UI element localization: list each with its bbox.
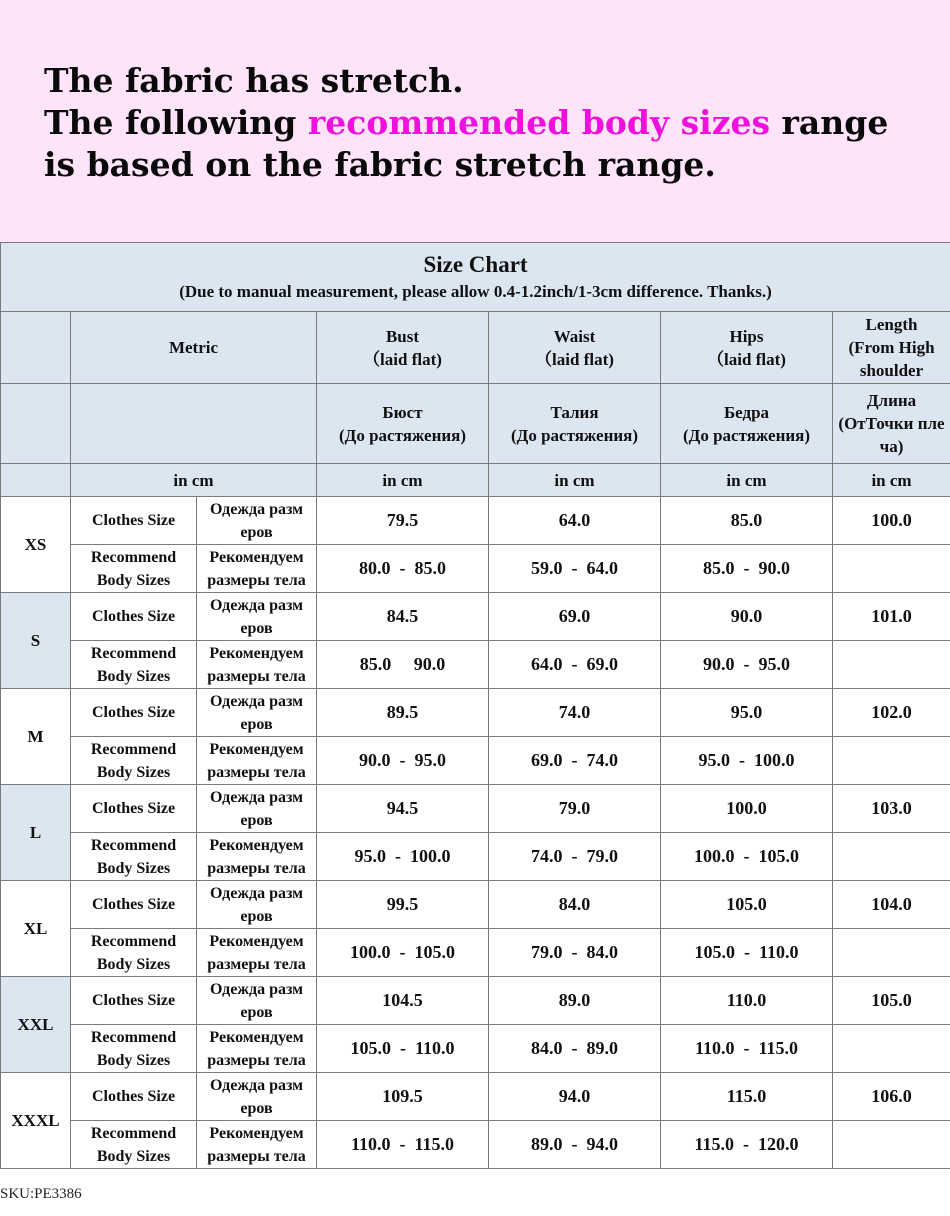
recommend-ru-line-2: размеры тела <box>207 859 306 877</box>
cell-recommend-length <box>833 929 950 977</box>
table-row <box>1 929 950 977</box>
clothes-size-ru-label <box>197 593 317 641</box>
header-bust-label: Bust <box>385 326 420 346</box>
header-ru-hips <box>661 384 833 464</box>
cell-bust: 99.5 <box>317 881 489 929</box>
recommend-label <box>71 833 197 881</box>
header-length-l2: (From High <box>848 338 935 357</box>
cell-hips: 90.0 <box>661 593 833 641</box>
cell-recommend-length <box>833 545 950 593</box>
header-ru-length-l1: Длина <box>866 391 917 410</box>
clothes-size-ru-line-2: еров <box>240 523 273 541</box>
table-row <box>1 737 950 785</box>
header-waist-sub: （laid flat) <box>535 349 614 369</box>
recommend-line-2: Body Sizes <box>96 667 171 685</box>
header-length-l1: Length <box>865 315 918 334</box>
clothes-size-ru-line-1: Одежда разм <box>209 1076 304 1094</box>
table-row <box>1 977 950 1025</box>
cell-recommend-bust: 90.0 - 95.0 <box>317 737 489 785</box>
cell-recommend-waist: 69.0 - 74.0 <box>489 737 661 785</box>
cell-recommend-hips: 95.0 - 100.0 <box>661 737 833 785</box>
cell-recommend-length <box>833 641 950 689</box>
cell-recommend-hips: 115.0 - 120.0 <box>661 1121 833 1169</box>
cell-bust: 94.5 <box>317 785 489 833</box>
recommend-label <box>71 737 197 785</box>
recommend-ru-line-2: размеры тела <box>207 571 306 589</box>
unit-metric: in cm <box>71 464 317 497</box>
cell-waist: 89.0 <box>489 977 661 1025</box>
size-chart-table <box>0 242 950 1169</box>
clothes-size-ru-line-1: Одежда разм <box>209 596 304 614</box>
recommend-ru-label <box>197 1121 317 1169</box>
header-ru-blank-1 <box>1 384 71 464</box>
table-row <box>1 833 950 881</box>
cell-recommend-length <box>833 737 950 785</box>
table-row <box>1 1121 950 1169</box>
size-label: L <box>1 785 71 881</box>
cell-recommend-hips: 90.0 - 95.0 <box>661 641 833 689</box>
table-row <box>1 497 950 545</box>
cell-recommend-waist: 64.0 - 69.0 <box>489 641 661 689</box>
cell-recommend-bust: 100.0 - 105.0 <box>317 929 489 977</box>
header-hips <box>661 312 833 384</box>
cell-length: 100.0 <box>833 497 950 545</box>
clothes-size-label: Clothes Size <box>71 1073 197 1121</box>
cell-waist: 79.0 <box>489 785 661 833</box>
chart-subtitle: (Due to manual measurement, please allow 0.4-1.2inch/1-3cm difference. Thanks.) <box>179 282 772 301</box>
clothes-size-ru-label <box>197 785 317 833</box>
clothes-size-label: Clothes Size <box>71 593 197 641</box>
header-metric: Metric <box>71 312 317 384</box>
cell-bust: 84.5 <box>317 593 489 641</box>
cell-waist: 64.0 <box>489 497 661 545</box>
unit-waist: in cm <box>489 464 661 497</box>
recommend-line-2: Body Sizes <box>96 571 171 589</box>
cell-recommend-waist: 89.0 - 94.0 <box>489 1121 661 1169</box>
cell-length: 101.0 <box>833 593 950 641</box>
banner-line-1: The fabric has stretch. <box>44 61 464 100</box>
clothes-size-label: Clothes Size <box>71 689 197 737</box>
clothes-size-label: Clothes Size <box>71 881 197 929</box>
recommend-ru-line-2: размеры тела <box>207 1147 306 1165</box>
banner-line-2-post: range <box>770 103 889 142</box>
recommend-ru-label <box>197 1025 317 1073</box>
cell-bust: 109.5 <box>317 1073 489 1121</box>
cell-waist: 94.0 <box>489 1073 661 1121</box>
cell-bust: 89.5 <box>317 689 489 737</box>
header-waist <box>489 312 661 384</box>
table-row <box>1 1025 950 1073</box>
unit-blank <box>1 464 71 497</box>
table-row <box>1 545 950 593</box>
recommend-line-1: Recommend <box>90 740 177 758</box>
recommend-ru-label <box>197 641 317 689</box>
header-hips-sub: （laid flat) <box>707 349 786 369</box>
cell-recommend-waist: 74.0 - 79.0 <box>489 833 661 881</box>
cell-hips: 110.0 <box>661 977 833 1025</box>
clothes-size-label: Clothes Size <box>71 497 197 545</box>
size-label: XS <box>1 497 71 593</box>
size-label: XL <box>1 881 71 977</box>
header-length <box>833 312 950 384</box>
size-label: M <box>1 689 71 785</box>
recommend-ru-label <box>197 545 317 593</box>
clothes-size-ru-label <box>197 1073 317 1121</box>
recommend-ru-line-2: размеры тела <box>207 667 306 685</box>
recommend-line-1: Recommend <box>90 932 177 950</box>
recommend-line-1: Recommend <box>90 644 177 662</box>
clothes-size-ru-line-1: Одежда разм <box>209 884 304 902</box>
cell-length: 102.0 <box>833 689 950 737</box>
table-row <box>1 689 950 737</box>
clothes-size-ru-line-2: еров <box>240 811 273 829</box>
clothes-size-ru-line-2: еров <box>240 715 273 733</box>
cell-recommend-bust: 80.0 - 85.0 <box>317 545 489 593</box>
cell-recommend-hips: 105.0 - 110.0 <box>661 929 833 977</box>
recommend-line-2: Body Sizes <box>96 1147 171 1165</box>
recommend-ru-line-1: Рекомендуем <box>209 548 304 566</box>
recommend-line-1: Recommend <box>90 1124 177 1142</box>
recommend-ru-line-2: размеры тела <box>207 955 306 973</box>
cell-bust: 104.5 <box>317 977 489 1025</box>
header-ru-hips-label: Бедра <box>723 402 770 422</box>
recommend-line-2: Body Sizes <box>96 859 171 877</box>
cell-length: 106.0 <box>833 1073 950 1121</box>
size-label: S <box>1 593 71 689</box>
clothes-size-ru-line-2: еров <box>240 907 273 925</box>
header-ru-bust <box>317 384 489 464</box>
recommend-ru-label <box>197 929 317 977</box>
cell-recommend-bust: 85.0 90.0 <box>317 641 489 689</box>
table-row <box>1 641 950 689</box>
header-ru-bust-label: Бюст <box>382 402 423 422</box>
header-ru-length <box>833 384 950 464</box>
cell-recommend-waist: 84.0 - 89.0 <box>489 1025 661 1073</box>
recommend-ru-line-2: размеры тела <box>207 763 306 781</box>
unit-bust: in cm <box>317 464 489 497</box>
cell-hips: 95.0 <box>661 689 833 737</box>
header-ru-length-l3: ча) <box>879 437 904 456</box>
recommend-ru-line-1: Рекомендуем <box>209 1124 304 1142</box>
recommend-line-2: Body Sizes <box>96 1051 171 1069</box>
unit-hips: in cm <box>661 464 833 497</box>
cell-hips: 85.0 <box>661 497 833 545</box>
clothes-size-label: Clothes Size <box>71 785 197 833</box>
cell-bust: 79.5 <box>317 497 489 545</box>
chart-title: Size Chart <box>423 252 528 277</box>
clothes-size-ru-line-2: еров <box>240 1099 273 1117</box>
header-ru-bust-sub: (До растяжения) <box>338 425 467 445</box>
recommend-label <box>71 1121 197 1169</box>
header-waist-label: Waist <box>553 326 596 346</box>
size-label: XXL <box>1 977 71 1073</box>
chart-title-cell <box>1 243 950 312</box>
recommend-label <box>71 641 197 689</box>
sku-label: SKU:PE3386 <box>0 1186 82 1202</box>
recommend-ru-label <box>197 737 317 785</box>
recommend-line-1: Recommend <box>90 1028 177 1046</box>
table-row <box>1 785 950 833</box>
header-ru-waist <box>489 384 661 464</box>
header-ru-length-l2: (ОтТочки пле <box>838 414 945 433</box>
recommend-ru-line-1: Рекомендуем <box>209 932 304 950</box>
clothes-size-ru-line-1: Одежда разм <box>209 500 304 518</box>
recommend-ru-label <box>197 833 317 881</box>
banner-line-2-pre: The following <box>44 103 308 142</box>
clothes-size-ru-line-1: Одежда разм <box>209 788 304 806</box>
clothes-size-ru-label <box>197 977 317 1025</box>
clothes-size-ru-line-1: Одежда разм <box>209 692 304 710</box>
clothes-size-ru-label <box>197 497 317 545</box>
cell-recommend-hips: 100.0 - 105.0 <box>661 833 833 881</box>
table-row <box>1 1073 950 1121</box>
banner-line-2 <box>44 102 888 144</box>
cell-waist: 74.0 <box>489 689 661 737</box>
table-row <box>1 881 950 929</box>
cell-recommend-bust: 105.0 - 110.0 <box>317 1025 489 1073</box>
cell-recommend-length <box>833 833 950 881</box>
header-blank <box>1 312 71 384</box>
recommend-line-2: Body Sizes <box>96 763 171 781</box>
clothes-size-ru-line-2: еров <box>240 1003 273 1021</box>
header-bust <box>317 312 489 384</box>
recommend-label <box>71 545 197 593</box>
size-label: XXXL <box>1 1073 71 1169</box>
promo-banner <box>0 0 950 242</box>
header-bust-sub: （laid flat) <box>363 349 442 369</box>
recommend-ru-line-1: Рекомендуем <box>209 740 304 758</box>
header-ru-waist-label: Талия <box>550 402 599 422</box>
cell-recommend-hips: 85.0 - 90.0 <box>661 545 833 593</box>
cell-length: 105.0 <box>833 977 950 1025</box>
clothes-size-label: Clothes Size <box>71 977 197 1025</box>
banner-highlight: recommended body sizes <box>307 103 771 142</box>
clothes-size-ru-line-1: Одежда разм <box>209 980 304 998</box>
cell-recommend-waist: 79.0 - 84.0 <box>489 929 661 977</box>
recommend-label <box>71 1025 197 1073</box>
recommend-line-2: Body Sizes <box>96 955 171 973</box>
header-hips-label: Hips <box>729 326 764 346</box>
recommend-ru-line-1: Рекомендуем <box>209 836 304 854</box>
cell-recommend-hips: 110.0 - 115.0 <box>661 1025 833 1073</box>
cell-waist: 69.0 <box>489 593 661 641</box>
recommend-ru-line-2: размеры тела <box>207 1051 306 1069</box>
header-ru-hips-sub: (До растяжения) <box>682 425 811 445</box>
clothes-size-ru-label <box>197 689 317 737</box>
header-ru-waist-sub: (До растяжения) <box>510 425 639 445</box>
recommend-ru-line-1: Рекомендуем <box>209 644 304 662</box>
header-ru-blank-2 <box>71 384 317 464</box>
cell-hips: 105.0 <box>661 881 833 929</box>
recommend-ru-line-1: Рекомендуем <box>209 1028 304 1046</box>
clothes-size-ru-line-2: еров <box>240 619 273 637</box>
cell-waist: 84.0 <box>489 881 661 929</box>
header-length-l3: shoulder <box>859 361 924 380</box>
cell-length: 103.0 <box>833 785 950 833</box>
cell-hips: 115.0 <box>661 1073 833 1121</box>
cell-recommend-bust: 95.0 - 100.0 <box>317 833 489 881</box>
cell-recommend-waist: 59.0 - 64.0 <box>489 545 661 593</box>
unit-length: in cm <box>833 464 950 497</box>
cell-length: 104.0 <box>833 881 950 929</box>
cell-recommend-bust: 110.0 - 115.0 <box>317 1121 489 1169</box>
cell-recommend-length <box>833 1121 950 1169</box>
banner-line-3: is based on the fabric stretch range. <box>44 145 716 184</box>
recommend-line-1: Recommend <box>90 836 177 854</box>
banner-text <box>44 60 888 186</box>
recommend-line-1: Recommend <box>90 548 177 566</box>
cell-hips: 100.0 <box>661 785 833 833</box>
clothes-size-ru-label <box>197 881 317 929</box>
cell-recommend-length <box>833 1025 950 1073</box>
recommend-label <box>71 929 197 977</box>
table-row <box>1 593 950 641</box>
